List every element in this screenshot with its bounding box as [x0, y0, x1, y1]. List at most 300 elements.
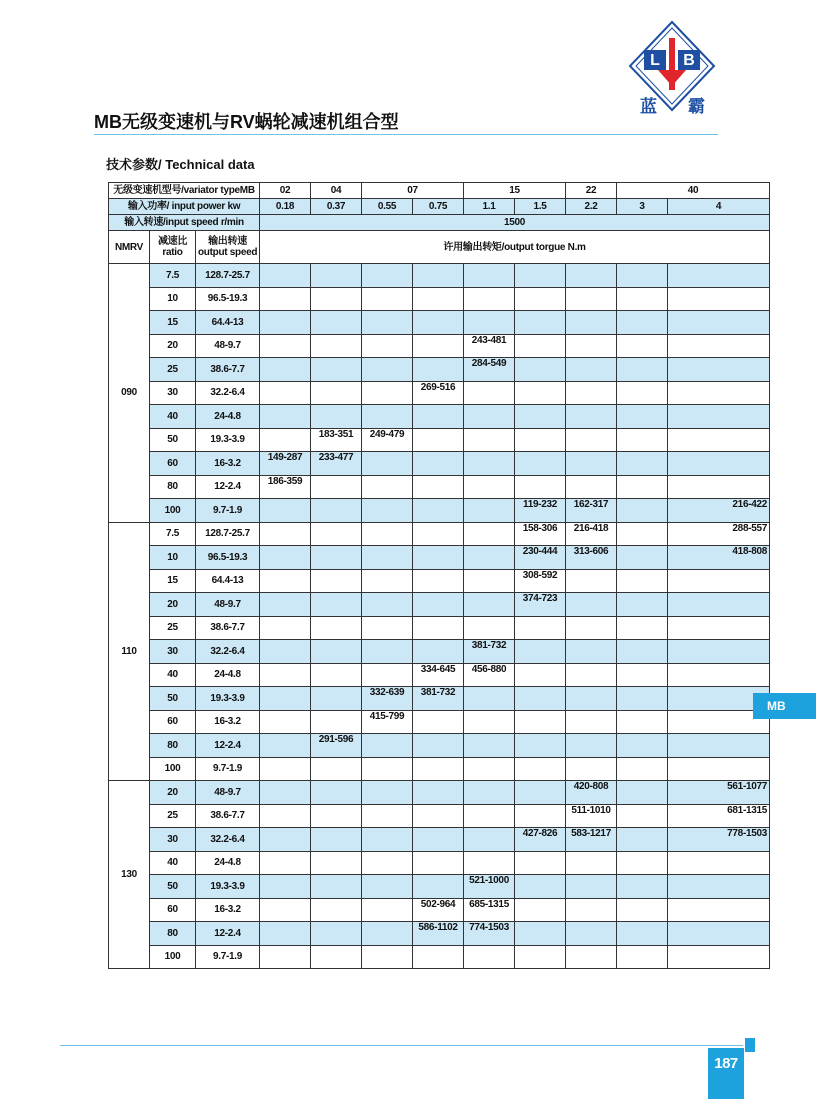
torque-cell — [464, 945, 515, 969]
torque-cell — [617, 757, 668, 781]
torque-cell — [413, 781, 464, 805]
torque-cell — [260, 287, 311, 311]
torque-cell: 186-359 — [260, 475, 311, 499]
torque-cell — [617, 546, 668, 570]
torque-cell: 374-723 — [515, 593, 566, 617]
torque-cell — [260, 311, 311, 335]
torque-cell — [362, 828, 413, 852]
torque-cell — [413, 875, 464, 899]
torque-cell — [617, 334, 668, 358]
torque-cell — [362, 734, 413, 758]
torque-cell — [617, 734, 668, 758]
torque-cell — [515, 334, 566, 358]
torque-cell — [566, 898, 617, 922]
torque-cell — [668, 428, 770, 452]
table-row — [109, 781, 770, 805]
torque-cell — [362, 569, 413, 593]
output-speed-cell: 24-4.8 — [196, 851, 260, 875]
torque-cell — [464, 428, 515, 452]
torque-cell — [617, 428, 668, 452]
variator-type-cell: 07 — [362, 183, 464, 199]
torque-cell — [464, 452, 515, 476]
torque-cell — [311, 264, 362, 288]
torque-cell — [413, 945, 464, 969]
table-row — [109, 405, 770, 429]
torque-cell — [260, 499, 311, 523]
torque-cell: 332-639 — [362, 687, 413, 711]
ratio-cell: 15 — [150, 569, 196, 593]
variator-type-cell: 04 — [311, 183, 362, 199]
torque-cell — [515, 616, 566, 640]
torque-cell — [311, 710, 362, 734]
ratio-cell: 60 — [150, 710, 196, 734]
torque-cell — [566, 687, 617, 711]
output-speed-header — [196, 231, 260, 264]
torque-cell — [566, 851, 617, 875]
torque-cell — [515, 358, 566, 382]
torque-cell — [668, 569, 770, 593]
torque-cell — [464, 287, 515, 311]
torque-cell — [362, 405, 413, 429]
torque-cell — [566, 875, 617, 899]
nmrv-header: NMRV — [109, 231, 150, 264]
torque-cell — [464, 569, 515, 593]
table-row — [109, 522, 770, 546]
torque-cell — [260, 264, 311, 288]
torque-cell: 418-808 — [668, 546, 770, 570]
torque-cell — [362, 804, 413, 828]
torque-cell — [260, 522, 311, 546]
torque-cell — [515, 757, 566, 781]
torque-cell — [413, 546, 464, 570]
ratio-cell: 20 — [150, 593, 196, 617]
torque-cell — [311, 381, 362, 405]
torque-cell — [260, 898, 311, 922]
output-speed-cell: 19.3-3.9 — [196, 875, 260, 899]
torque-cell — [311, 405, 362, 429]
torque-cell — [617, 522, 668, 546]
torque-cell — [413, 311, 464, 335]
table-row — [109, 663, 770, 687]
torque-cell — [311, 311, 362, 335]
output-speed-cell: 38.6-7.7 — [196, 804, 260, 828]
torque-cell — [362, 945, 413, 969]
torque-cell — [464, 475, 515, 499]
torque-cell — [566, 757, 617, 781]
output-speed-cell: 24-4.8 — [196, 405, 260, 429]
torque-cell — [260, 546, 311, 570]
power-cell: 0.37 — [311, 199, 362, 215]
ratio-cell: 100 — [150, 757, 196, 781]
torque-cell — [413, 475, 464, 499]
torque-cell — [668, 593, 770, 617]
variator-type-cell: 02 — [260, 183, 311, 199]
logo-cn-left: 蓝 — [640, 97, 657, 117]
torque-cell — [617, 452, 668, 476]
output-speed-cell: 9.7-1.9 — [196, 499, 260, 523]
torque-cell — [668, 851, 770, 875]
table-row — [109, 593, 770, 617]
power-cell: 0.55 — [362, 199, 413, 215]
ratio-cell: 15 — [150, 311, 196, 335]
torque-cell: 313-606 — [566, 546, 617, 570]
torque-cell — [668, 475, 770, 499]
torque-cell — [413, 264, 464, 288]
torque-cell — [566, 593, 617, 617]
torque-cell — [566, 616, 617, 640]
input-speed-value: 1500 — [260, 215, 770, 231]
ratio-header-en: ratio — [162, 247, 183, 258]
torque-cell: 381-732 — [464, 640, 515, 664]
torque-cell — [566, 381, 617, 405]
torque-cell — [260, 945, 311, 969]
ratio-cell: 25 — [150, 616, 196, 640]
torque-cell — [668, 334, 770, 358]
torque-cell — [515, 452, 566, 476]
torque-cell: 284-549 — [464, 358, 515, 382]
ratio-cell: 50 — [150, 428, 196, 452]
torque-cell — [566, 922, 617, 946]
power-cell: 2.2 — [566, 199, 617, 215]
torque-cell — [413, 499, 464, 523]
output-speed-cell: 32.2-6.4 — [196, 640, 260, 664]
title-divider — [94, 134, 718, 135]
torque-cell: 685-1315 — [464, 898, 515, 922]
torque-cell — [260, 640, 311, 664]
output-speed-cell: 16-3.2 — [196, 710, 260, 734]
power-cell: 0.75 — [413, 199, 464, 215]
torque-cell — [668, 663, 770, 687]
torque-cell — [668, 287, 770, 311]
torque-cell: 774-1503 — [464, 922, 515, 946]
torque-cell — [413, 734, 464, 758]
torque-cell — [464, 734, 515, 758]
torque-cell — [566, 734, 617, 758]
torque-cell — [515, 945, 566, 969]
table-row — [109, 734, 770, 758]
torque-cell — [413, 452, 464, 476]
torque-cell — [617, 828, 668, 852]
torque-cell — [515, 710, 566, 734]
torque-cell — [464, 828, 515, 852]
torque-cell — [311, 640, 362, 664]
torque-cell — [413, 640, 464, 664]
page-number: 187 — [714, 1055, 738, 1072]
torque-cell: 511-1010 — [566, 804, 617, 828]
output-speed-cell: 64.4-13 — [196, 311, 260, 335]
output-speed-cell: 12-2.4 — [196, 922, 260, 946]
torque-cell — [464, 593, 515, 617]
output-speed-cell: 64.4-13 — [196, 569, 260, 593]
power-cell: 3 — [617, 199, 668, 215]
torque-cell — [311, 687, 362, 711]
torque-cell — [668, 922, 770, 946]
nmrv-size-cell: 110 — [109, 522, 150, 781]
output-speed-cell: 19.3-3.9 — [196, 687, 260, 711]
torque-cell — [566, 640, 617, 664]
table-row — [109, 499, 770, 523]
ratio-header — [150, 231, 196, 264]
torque-cell — [413, 569, 464, 593]
ratio-cell: 60 — [150, 452, 196, 476]
torque-cell — [617, 898, 668, 922]
torque-cell — [617, 616, 668, 640]
output-speed-cell: 16-3.2 — [196, 898, 260, 922]
torque-cell: 269-516 — [413, 381, 464, 405]
table-row — [109, 710, 770, 734]
torque-cell — [362, 264, 413, 288]
output-speed-cell: 12-2.4 — [196, 734, 260, 758]
page-marker — [745, 1038, 755, 1052]
table-row — [109, 334, 770, 358]
torque-cell: 583-1217 — [566, 828, 617, 852]
torque-cell — [413, 804, 464, 828]
torque-cell: 427-826 — [515, 828, 566, 852]
torque-cell — [617, 358, 668, 382]
torque-cell — [362, 475, 413, 499]
torque-cell — [464, 757, 515, 781]
torque-cell — [260, 616, 311, 640]
torque-cell — [260, 381, 311, 405]
output-speed-cell: 38.6-7.7 — [196, 358, 260, 382]
output-speed-cell: 32.2-6.4 — [196, 381, 260, 405]
torque-cell — [566, 710, 617, 734]
output-speed-cell: 96.5-19.3 — [196, 287, 260, 311]
torque-cell — [362, 287, 413, 311]
torque-cell — [515, 640, 566, 664]
ratio-header-cn: 减速比 — [157, 236, 188, 247]
output-speed-header-en: output speed — [198, 247, 258, 258]
table-row — [109, 475, 770, 499]
table-row — [109, 428, 770, 452]
torque-cell — [617, 311, 668, 335]
torque-cell: 230-444 — [515, 546, 566, 570]
torque-cell — [311, 593, 362, 617]
table-row — [109, 311, 770, 335]
torque-cell: 291-596 — [311, 734, 362, 758]
torque-cell — [362, 640, 413, 664]
torque-cell — [464, 405, 515, 429]
table-row — [109, 945, 770, 969]
torque-cell: 158-306 — [515, 522, 566, 546]
torque-cell — [668, 898, 770, 922]
torque-cell — [617, 781, 668, 805]
torque-header: 许用输出转矩/output torgue N.m — [260, 231, 770, 264]
table-row — [109, 757, 770, 781]
torque-cell — [566, 475, 617, 499]
torque-cell — [668, 616, 770, 640]
torque-cell — [362, 616, 413, 640]
torque-cell — [311, 828, 362, 852]
torque-cell — [515, 311, 566, 335]
output-speed-cell: 128.7-25.7 — [196, 522, 260, 546]
torque-cell — [413, 428, 464, 452]
torque-cell — [311, 757, 362, 781]
torque-cell — [668, 734, 770, 758]
power-cell: 0.18 — [260, 199, 311, 215]
ratio-cell: 100 — [150, 945, 196, 969]
torque-cell — [617, 381, 668, 405]
torque-cell — [464, 804, 515, 828]
input-power-label: 输入功率/ input power kw — [109, 199, 260, 215]
ratio-cell: 80 — [150, 734, 196, 758]
output-speed-header-cn: 输出转速 — [208, 236, 247, 247]
torque-cell — [566, 405, 617, 429]
torque-cell: 502-964 — [413, 898, 464, 922]
torque-cell — [515, 734, 566, 758]
torque-cell — [260, 922, 311, 946]
ratio-cell: 20 — [150, 781, 196, 805]
torque-cell: 778-1503 — [668, 828, 770, 852]
output-speed-cell: 24-4.8 — [196, 663, 260, 687]
torque-cell — [668, 757, 770, 781]
torque-cell — [413, 522, 464, 546]
torque-cell — [668, 405, 770, 429]
torque-cell — [260, 569, 311, 593]
ratio-cell: 30 — [150, 381, 196, 405]
ratio-cell: 40 — [150, 663, 196, 687]
torque-cell — [362, 851, 413, 875]
torque-cell — [260, 428, 311, 452]
torque-cell — [260, 851, 311, 875]
torque-cell — [668, 945, 770, 969]
output-speed-cell: 32.2-6.4 — [196, 828, 260, 852]
variator-type-cell: 22 — [566, 183, 617, 199]
torque-cell — [515, 264, 566, 288]
torque-cell — [617, 922, 668, 946]
torque-cell — [668, 640, 770, 664]
torque-cell — [464, 311, 515, 335]
ratio-cell: 100 — [150, 499, 196, 523]
torque-cell: 586-1102 — [413, 922, 464, 946]
torque-cell — [617, 569, 668, 593]
torque-cell — [566, 287, 617, 311]
torque-cell: 233-477 — [311, 452, 362, 476]
ratio-cell: 25 — [150, 804, 196, 828]
torque-cell — [464, 687, 515, 711]
torque-cell — [311, 945, 362, 969]
logo-letter-right: B — [683, 52, 695, 69]
technical-data-table — [108, 182, 770, 969]
torque-cell — [515, 381, 566, 405]
torque-cell — [668, 264, 770, 288]
torque-cell — [362, 334, 413, 358]
table-row — [109, 287, 770, 311]
torque-cell — [566, 663, 617, 687]
torque-cell — [668, 875, 770, 899]
variator-type-cell: 15 — [464, 183, 566, 199]
ratio-cell: 7.5 — [150, 522, 196, 546]
torque-cell: 561-1077 — [668, 781, 770, 805]
torque-cell — [515, 663, 566, 687]
torque-cell — [668, 452, 770, 476]
torque-cell: 288-557 — [668, 522, 770, 546]
torque-cell — [260, 757, 311, 781]
torque-cell — [311, 358, 362, 382]
torque-cell — [668, 381, 770, 405]
output-speed-cell: 38.6-7.7 — [196, 616, 260, 640]
variator-type-label: 无级变速机型号/variator typeMB — [109, 183, 260, 199]
table-row — [109, 828, 770, 852]
ratio-cell: 7.5 — [150, 264, 196, 288]
torque-cell — [515, 851, 566, 875]
torque-cell — [617, 287, 668, 311]
torque-cell — [617, 593, 668, 617]
input-speed-label: 输入转速/input speed r/min — [109, 215, 260, 231]
torque-cell — [311, 334, 362, 358]
torque-cell — [311, 616, 362, 640]
torque-cell — [566, 945, 617, 969]
table-row — [109, 264, 770, 288]
torque-cell: 216-422 — [668, 499, 770, 523]
torque-cell — [617, 804, 668, 828]
output-speed-cell: 12-2.4 — [196, 475, 260, 499]
torque-cell — [464, 616, 515, 640]
torque-cell — [413, 710, 464, 734]
output-speed-cell: 19.3-3.9 — [196, 428, 260, 452]
torque-cell — [464, 781, 515, 805]
section-subtitle: 技术参数/ Technical data — [106, 157, 255, 172]
torque-cell: 162-317 — [566, 499, 617, 523]
torque-cell — [260, 828, 311, 852]
torque-cell — [668, 311, 770, 335]
torque-cell: 119-232 — [515, 499, 566, 523]
ratio-cell: 20 — [150, 334, 196, 358]
torque-cell — [464, 381, 515, 405]
torque-cell — [362, 922, 413, 946]
torque-cell: 183-351 — [311, 428, 362, 452]
torque-cell — [413, 334, 464, 358]
table-row — [109, 546, 770, 570]
torque-cell — [617, 687, 668, 711]
torque-cell — [515, 475, 566, 499]
torque-cell — [515, 781, 566, 805]
torque-cell — [311, 569, 362, 593]
torque-cell — [617, 264, 668, 288]
table-row — [109, 804, 770, 828]
table-row — [109, 358, 770, 382]
torque-cell — [464, 851, 515, 875]
torque-cell — [260, 405, 311, 429]
torque-cell — [362, 663, 413, 687]
table-row — [109, 640, 770, 664]
ratio-cell: 60 — [150, 898, 196, 922]
torque-cell — [260, 781, 311, 805]
torque-cell — [464, 522, 515, 546]
torque-cell — [311, 804, 362, 828]
variator-type-cell: 40 — [617, 183, 770, 199]
torque-cell — [260, 734, 311, 758]
torque-cell — [311, 898, 362, 922]
torque-cell — [311, 475, 362, 499]
torque-cell — [617, 710, 668, 734]
torque-cell: 420-808 — [566, 781, 617, 805]
torque-cell — [515, 898, 566, 922]
torque-cell: 216-418 — [566, 522, 617, 546]
table-row — [109, 381, 770, 405]
torque-cell — [566, 569, 617, 593]
torque-cell — [515, 875, 566, 899]
torque-cell — [464, 546, 515, 570]
table-row — [109, 851, 770, 875]
torque-cell — [515, 804, 566, 828]
torque-cell — [413, 851, 464, 875]
torque-cell — [362, 781, 413, 805]
torque-cell — [413, 828, 464, 852]
torque-cell — [260, 358, 311, 382]
logo-cn-right: 霸 — [688, 97, 705, 117]
torque-cell: 149-287 — [260, 452, 311, 476]
